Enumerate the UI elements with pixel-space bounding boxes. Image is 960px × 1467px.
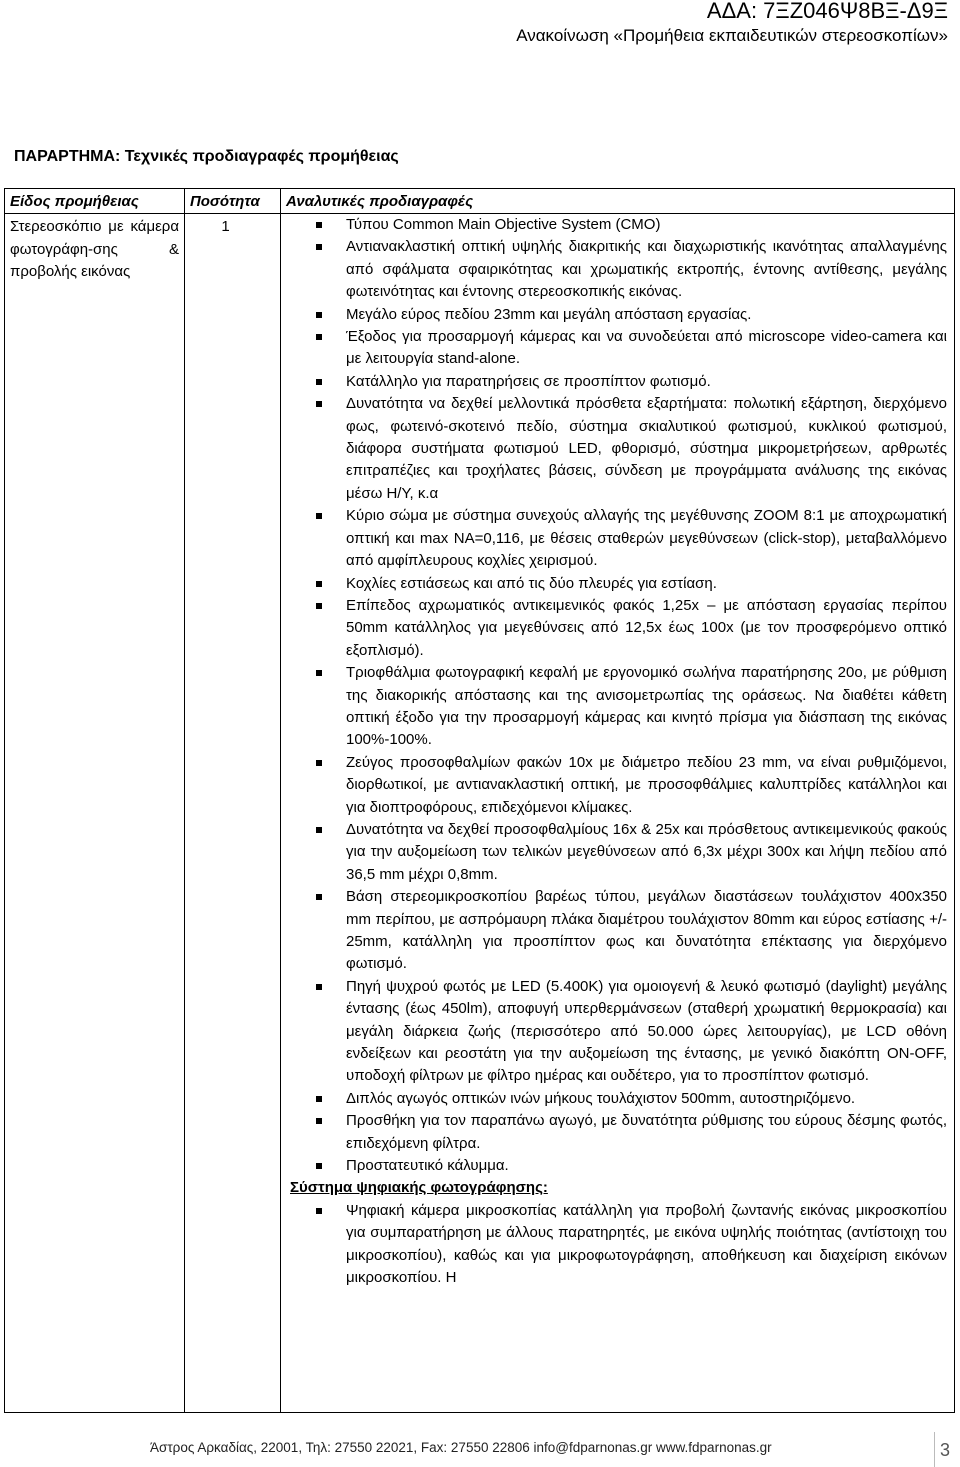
spec-item: Πηγή ψυχρού φωτός με LED (5.400K) για ομοιογενή & λευκό φωτισμό (daylight) μεγάλης έντασης (έως 450lm), αποφυγή υπερθερμάνσεων (σταθερή χρωματική θερμοκρασία) και μεγάλη διάρκεια ζωής (περισσότερο από 50.000 ώρες λειτουργίας), με LCD οθόνη ενδείξεων και ρεοστάτη για την αυξομείωση της έντασης, με γενικό διακόπτη ON-OFF, υποδοχή φίλτρων με φίλτρο ημέρας και ουδέτερο, για το προσπίπτον φωτισμό. <box>286 976 949 1088</box>
header-quantity: Ποσότητα <box>185 189 281 214</box>
page-number: 3 <box>940 1440 951 1460</box>
spec-item: Κατάλληλο για παρατηρήσεις σε προσπίπτον φωτισμό. <box>286 371 949 393</box>
spec-item: Έξοδος για προσαρμογή κάμερας και να συνοδεύεται από microscope video-camera και με λειτουργία stand-alone. <box>286 326 949 371</box>
item-name: Στερεοσκόπιο με κάμερα φωτογράφη-σης & προβολής εικόνας <box>10 218 179 280</box>
digital-spec-list <box>286 1200 949 1290</box>
spec-item: Μεγάλο εύρος πεδίου 23mm και μεγάλη απόσταση εργασίας. <box>286 304 949 326</box>
spec-item: Προστατευτικό κάλυμμα. <box>286 1155 949 1177</box>
footer-address: Άστρος Αρκαδίας, 22001, Τηλ: 27550 22021, Fax: 27550 22806 info@fdparnonas.gr www.fdparnonas.gr <box>150 1440 772 1455</box>
spec-item: Κύριο σώμα με σύστημα συνεχούς αλλαγής της μεγέθυνσης ZOOM 8:1 με αποχρωματική οπτική και max NA=0,116, με θέσεις σταθερών μεγεθύνσεων (click-stop), μεταβαλλόμενο από αμφίπλευρους κοχλίες χειρισμού. <box>286 505 949 572</box>
digital-system-heading: Σύστημα ψηφιακής φωτογράφησης: <box>290 1179 548 1197</box>
spec-item: Κοχλίες εστιάσεως και από τις δύο πλευρές για εστίαση. <box>286 573 949 595</box>
header-item: Είδος προμήθειας <box>5 189 185 214</box>
table-row <box>5 214 955 1413</box>
spec-item: Ζεύγος προσοφθαλμίων φακών 10x με διάμετρο πεδίου 23 mm, να είναι ρυθμιζόμενοι, διορθωτικοί, με αντιανακλαστική οπτική, με προσοφθάλμιες καλυπτρίδες κατάλληλοι και για διοπτροφόρους, επιδεχόμενοι κλίμακες. <box>286 752 949 819</box>
spec-item: Δυνατότητα να δεχθεί προσοφθαλμίους 16x & 25x και πρόσθετους αντικειμενικούς φακούς για την αυξομείωση των τελικών μεγεθύνσεων από 6,3x μέχρι 300x και λήψη πεδίου από 36,5 mm μέχρι 0,8mm. <box>286 819 949 886</box>
table-header-row <box>5 189 955 214</box>
spec-item: Αντιανακλαστική οπτική υψηλής διακριτικής και διαχωριστικής ικανότητας απαλλαγμένης από σφάλματα σφαιρικότητας και χρωματικής εκτροπής, έντονης αντίθεσης, μεγάλης φωτεινότητας και έντονης στερεοσκοπικής εικόνας. <box>286 236 949 303</box>
spec-item: Τριοφθάλμια φωτογραφική κεφαλή με εργονομικό σωλήνα παρατήρησης 20ο, με ρύθμιση της διακορικής απόστασης και της ανισομετρωπίας της οράσεως. Να διαθέτει κάθετη οπτική έξοδο για την προσαρμογή κάμερας και κινητό πρίσμα για διάσπαση της εικόνας 100%-100%. <box>286 662 949 752</box>
spec-table <box>4 188 955 1413</box>
spec-item: Ψηφιακή κάμερα μικροσκοπίας κατάλληλη για προβολή ζωντανής εικόνας μικροσκοπίου για συμπαρατήρηση με άλλους παρατηρητές, με εικόνα υψηλής ποιότητας (αντίστοιχη του μικροσκοπίου), καθώς και για μικροφωτογράφηση, αποθήκευση και διαχείριση εικόνων μικροσκοπίου. Η <box>286 1200 949 1290</box>
spec-item: Διπλός αγωγός οπτικών ινών μήκους τουλάχιστον 500mm, αυτοστηριζόμενο. <box>286 1088 949 1110</box>
spec-list <box>286 214 949 1177</box>
header-specs: Αναλυτικές προδιαγραφές <box>281 189 955 214</box>
spec-item: Δυνατότητα να δεχθεί μελλοντικά πρόσθετα εξαρτήματα: πολωτική εξάρτηση, διερχόμενο φως, φωτεινό-σκοτεινό πεδίο, σύστημα σκιαλυτικού φωτισμού, κυκλικού φωτισμού, διάφορα συστήματα φωτισμού LED, φθορισμό, σύστημα μικρομετρήσεων, αρθρωτές επιτραπέζιες και τροχήλατες βάσεις, σύνδεση με προγράμματα ανάλυσης της εικόνας μέσω Η/Υ, κ.α <box>286 393 949 505</box>
spec-item: Επίπεδος αχρωματικός αντικειμενικός φακός 1,25x – με απόσταση εργασίας περίπου 50mm κατάλληλος για μεγεθύνσεις από 12,5x έως 100x (με τον προσφερόμενο οπτικό εξοπλισμό). <box>286 595 949 662</box>
announcement-subject: Ανακοίνωση «Προμήθεια εκπαιδευτικών στερεοσκοπίων» <box>516 26 948 45</box>
spec-item: Προσθήκη για τον παραπάνω αγωγό, με δυνατότητα ρύθμισης του εύρους δέσμης φωτός, επιδεχόμενη φίλτρα. <box>286 1110 949 1155</box>
item-quantity: 1 <box>221 218 230 235</box>
ada-code: ΑΔΑ: 7ΞΖ046Ψ8ΒΞ-Δ9Ξ <box>706 0 948 23</box>
page-header <box>516 0 948 48</box>
spec-item: Τύπου Common Main Objective System (CMO) <box>286 214 949 236</box>
page-title: ΠΑΡΑΡΤΗΜΑ: Τεχνικές προδιαγραφές προμήθειας <box>14 148 399 165</box>
spec-item: Βάση στερεομικροσκοπίου βαρέως τύπου, μεγάλων διαστάσεων τουλάχιστον 400x350 mm περίπου, με ασπρόμαυρη πλάκα διαμέτρου τουλάχιστον 80mm και εύρος εστίασης +/- 25mm, κατάλληλη για προσπίπτον φως και δυνατότητα επέκτασης για διερχόμενο φωτισμό. <box>286 886 949 976</box>
